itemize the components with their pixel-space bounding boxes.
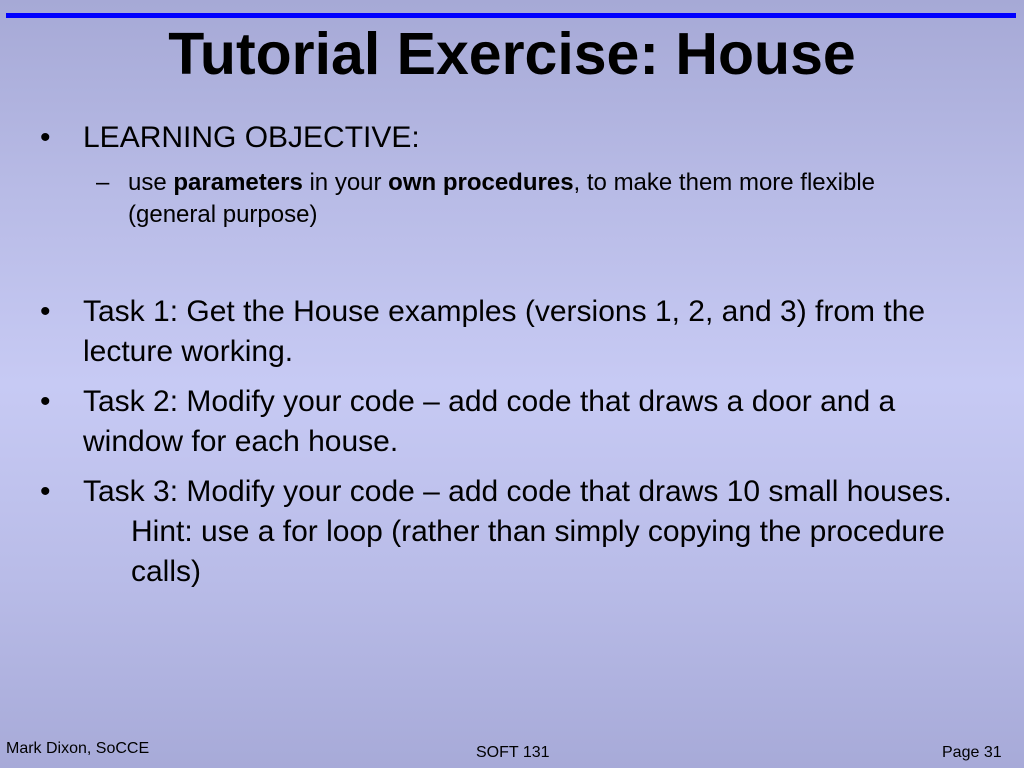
bullet-icon: • (40, 121, 51, 154)
text-segment: in your (302, 169, 389, 196)
dash-icon: – (96, 169, 110, 196)
slide-title: Tutorial Exercise: House (168, 21, 856, 87)
task-3-hint: Hint: use a for loop (rather than simply copying the procedure calls) (131, 515, 945, 588)
bullet-text: Task 1: Get the House examples (versions 1, 2, and 3) from the lecture working. (83, 295, 926, 368)
bullet-icon: • (40, 385, 51, 418)
text-segment: , to make them more flexible (general purpose) (128, 169, 875, 228)
task-3-text: Task 3: Modify your code – add code that draws 10 small houses. (83, 475, 952, 508)
footer-page-number: Page 31 (942, 744, 1002, 761)
text-segment: use (128, 169, 174, 196)
emphasis-own-procedures: own procedures (388, 169, 574, 196)
emphasis-parameters: parameters (173, 169, 303, 196)
learning-objective-text (128, 167, 933, 231)
bullet-icon: • (40, 295, 51, 328)
bullet-text (83, 472, 988, 592)
bullet-icon: • (40, 475, 51, 508)
bullet-text: LEARNING OBJECTIVE: (83, 121, 420, 154)
footer-author: Mark Dixon, SoCCE (6, 740, 150, 757)
footer-course: SOFT 131 (476, 744, 550, 761)
bullet-text: Task 2: Modify your code – add code that draws a door and a window for each house. (83, 385, 896, 458)
